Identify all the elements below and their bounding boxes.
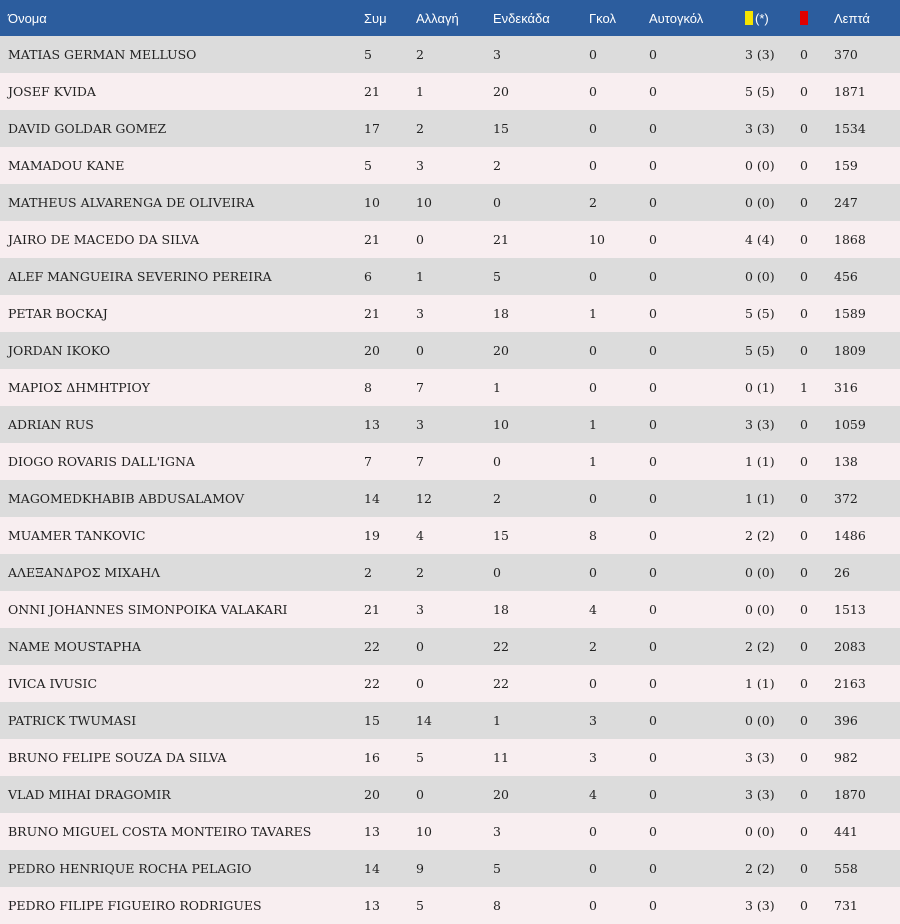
apps-cell: 16 bbox=[364, 750, 380, 765]
starts-cell: 22 bbox=[493, 639, 509, 654]
yellow-cards-cell: 3 (3) bbox=[745, 121, 775, 136]
minutes-cell: 372 bbox=[834, 491, 858, 506]
minutes-cell: 159 bbox=[834, 158, 858, 173]
goals-cell: 1 bbox=[589, 454, 597, 469]
red-cards-cell: 0 bbox=[800, 269, 808, 284]
apps-cell: 15 bbox=[364, 713, 380, 728]
table-row[interactable] bbox=[0, 887, 900, 924]
red-cards-cell: 0 bbox=[800, 639, 808, 654]
starts-cell: 3 bbox=[493, 47, 501, 62]
own-goals-cell: 0 bbox=[649, 232, 657, 247]
minutes-cell: 1868 bbox=[834, 232, 866, 247]
yellow-cards-cell: 1 (1) bbox=[745, 676, 775, 691]
goals-cell: 3 bbox=[589, 713, 597, 728]
own-goals-cell: 0 bbox=[649, 528, 657, 543]
yellow-cards-cell: 0 (0) bbox=[745, 713, 775, 728]
red-cards-cell: 0 bbox=[800, 47, 808, 62]
own-goals-cell: 0 bbox=[649, 898, 657, 913]
player-name: PEDRO HENRIQUE ROCHA PELAGIO bbox=[8, 861, 252, 876]
goals-cell: 10 bbox=[589, 232, 605, 247]
minutes-cell: 441 bbox=[834, 824, 858, 839]
table-row[interactable] bbox=[0, 295, 900, 332]
starts-cell: 0 bbox=[493, 454, 501, 469]
own-goals-cell: 0 bbox=[649, 750, 657, 765]
yellow-cards-cell: 5 (5) bbox=[745, 84, 775, 99]
goals-cell: 0 bbox=[589, 565, 597, 580]
goals-cell: 0 bbox=[589, 491, 597, 506]
goals-cell: 0 bbox=[589, 121, 597, 136]
goals-cell: 2 bbox=[589, 639, 597, 654]
yellow-cards-cell: 3 (3) bbox=[745, 750, 775, 765]
table-row[interactable] bbox=[0, 221, 900, 258]
starts-cell: 22 bbox=[493, 676, 509, 691]
own-goals-cell: 0 bbox=[649, 47, 657, 62]
yellow-cards-cell: 2 (2) bbox=[745, 639, 775, 654]
red-cards-cell: 1 bbox=[800, 380, 808, 395]
player-name: MAMADOU KANE bbox=[8, 158, 125, 173]
yellow-cards-cell: 2 (2) bbox=[745, 528, 775, 543]
own-goals-cell: 0 bbox=[649, 417, 657, 432]
yellow-cards-cell: 4 (4) bbox=[745, 232, 775, 247]
subs-cell: 0 bbox=[416, 232, 424, 247]
subs-cell: 9 bbox=[416, 861, 424, 876]
red-cards-cell: 0 bbox=[800, 602, 808, 617]
own-goals-cell: 0 bbox=[649, 158, 657, 173]
red-cards-cell: 0 bbox=[800, 787, 808, 802]
table-row[interactable] bbox=[0, 73, 900, 110]
goals-cell: 1 bbox=[589, 306, 597, 321]
table-row[interactable] bbox=[0, 702, 900, 739]
starts-cell: 0 bbox=[493, 195, 501, 210]
goals-cell: 4 bbox=[589, 787, 597, 802]
subs-cell: 3 bbox=[416, 417, 424, 432]
player-name: ONNI JOHANNES SIMONPOIKA VALAKARI bbox=[8, 602, 288, 617]
goals-cell: 0 bbox=[589, 158, 597, 173]
table-row[interactable] bbox=[0, 369, 900, 406]
table-row[interactable] bbox=[0, 591, 900, 628]
starts-cell: 5 bbox=[493, 269, 501, 284]
minutes-cell: 1534 bbox=[834, 121, 866, 136]
subs-cell: 4 bbox=[416, 528, 424, 543]
starts-cell: 1 bbox=[493, 380, 501, 395]
yellow-cards-cell: 5 (5) bbox=[745, 306, 775, 321]
goals-cell: 0 bbox=[589, 861, 597, 876]
apps-cell: 2 bbox=[364, 565, 372, 580]
col-header-yellow[interactable]: (*) bbox=[745, 0, 800, 36]
own-goals-cell: 0 bbox=[649, 713, 657, 728]
red-cards-cell: 0 bbox=[800, 232, 808, 247]
minutes-cell: 1513 bbox=[834, 602, 866, 617]
red-cards-cell: 0 bbox=[800, 158, 808, 173]
table-row[interactable] bbox=[0, 480, 900, 517]
apps-cell: 13 bbox=[364, 417, 380, 432]
red-cards-cell: 0 bbox=[800, 750, 808, 765]
subs-cell: 5 bbox=[416, 898, 424, 913]
red-cards-cell: 0 bbox=[800, 84, 808, 99]
minutes-cell: 1059 bbox=[834, 417, 866, 432]
yellow-cards-cell: 0 (0) bbox=[745, 824, 775, 839]
own-goals-cell: 0 bbox=[649, 269, 657, 284]
minutes-cell: 26 bbox=[834, 565, 850, 580]
subs-cell: 2 bbox=[416, 47, 424, 62]
yellow-cards-cell: 2 (2) bbox=[745, 861, 775, 876]
col-header-name[interactable]: Όνομα bbox=[8, 10, 47, 26]
yellow-cards-cell: 0 (0) bbox=[745, 565, 775, 580]
own-goals-cell: 0 bbox=[649, 787, 657, 802]
table-row[interactable] bbox=[0, 813, 900, 850]
subs-cell: 7 bbox=[416, 380, 424, 395]
own-goals-cell: 0 bbox=[649, 121, 657, 136]
minutes-cell: 1871 bbox=[834, 84, 866, 99]
subs-cell: 3 bbox=[416, 306, 424, 321]
apps-cell: 8 bbox=[364, 380, 372, 395]
own-goals-cell: 0 bbox=[649, 380, 657, 395]
apps-cell: 13 bbox=[364, 898, 380, 913]
yellow-cards-cell: 0 (1) bbox=[745, 380, 775, 395]
col-header-red[interactable] bbox=[800, 0, 834, 36]
col-header-own-goals[interactable]: Αυτογκόλ bbox=[649, 10, 704, 26]
minutes-cell: 456 bbox=[834, 269, 858, 284]
own-goals-cell: 0 bbox=[649, 454, 657, 469]
starts-cell: 0 bbox=[493, 565, 501, 580]
col-header-subs[interactable]: Αλλαγή bbox=[416, 10, 459, 26]
minutes-cell: 247 bbox=[834, 195, 858, 210]
goals-cell: 0 bbox=[589, 824, 597, 839]
player-name: PATRICK TWUMASI bbox=[8, 713, 137, 728]
own-goals-cell: 0 bbox=[649, 602, 657, 617]
apps-cell: 13 bbox=[364, 824, 380, 839]
player-name: JAIRO DE MACEDO DA SILVA bbox=[8, 232, 200, 247]
apps-cell: 22 bbox=[364, 676, 380, 691]
minutes-cell: 2163 bbox=[834, 676, 866, 691]
player-name: MAGOMEDKHABIB ABDUSALAMOV bbox=[8, 491, 245, 506]
starts-cell: 15 bbox=[493, 121, 509, 136]
table-row[interactable] bbox=[0, 258, 900, 295]
minutes-cell: 370 bbox=[834, 47, 858, 62]
own-goals-cell: 0 bbox=[649, 84, 657, 99]
red-cards-cell: 0 bbox=[800, 713, 808, 728]
yellow-cards-cell: 3 (3) bbox=[745, 787, 775, 802]
table-row[interactable] bbox=[0, 776, 900, 813]
goals-cell: 0 bbox=[589, 343, 597, 358]
subs-cell: 14 bbox=[416, 713, 432, 728]
yellow-cards-cell: 3 (3) bbox=[745, 417, 775, 432]
minutes-cell: 2083 bbox=[834, 639, 866, 654]
minutes-cell: 558 bbox=[834, 861, 858, 876]
own-goals-cell: 0 bbox=[649, 565, 657, 580]
player-name: PETAR BOCKAJ bbox=[8, 306, 108, 321]
player-name: MATHEUS ALVARENGA DE OLIVEIRA bbox=[8, 195, 255, 210]
player-name: MATIAS GERMAN MELLUSO bbox=[8, 47, 197, 62]
player-name: ΜΑΡΙΟΣ ΔΗΜΗΤΡΙΟΥ bbox=[8, 380, 151, 395]
table-row[interactable] bbox=[0, 406, 900, 443]
red-cards-cell: 0 bbox=[800, 195, 808, 210]
col-header-minutes[interactable]: Λεπτά bbox=[834, 10, 870, 26]
apps-cell: 22 bbox=[364, 639, 380, 654]
yellow-cards-cell: 0 (0) bbox=[745, 269, 775, 284]
table-header-row bbox=[0, 0, 900, 36]
table-row[interactable] bbox=[0, 739, 900, 776]
goals-cell: 0 bbox=[589, 47, 597, 62]
apps-cell: 10 bbox=[364, 195, 380, 210]
red-cards-cell: 0 bbox=[800, 528, 808, 543]
apps-cell: 17 bbox=[364, 121, 380, 136]
player-name: BRUNO FELIPE SOUZA DA SILVA bbox=[8, 750, 227, 765]
apps-cell: 19 bbox=[364, 528, 380, 543]
yellow-cards-cell: 5 (5) bbox=[745, 343, 775, 358]
red-card-icon bbox=[800, 11, 808, 25]
subs-cell: 0 bbox=[416, 787, 424, 802]
subs-cell: 10 bbox=[416, 824, 432, 839]
own-goals-cell: 0 bbox=[649, 195, 657, 210]
player-name: BRUNO MIGUEL COSTA MONTEIRO TAVARES bbox=[8, 824, 312, 839]
starts-cell: 5 bbox=[493, 861, 501, 876]
own-goals-cell: 0 bbox=[649, 676, 657, 691]
table-row[interactable] bbox=[0, 332, 900, 369]
player-name: PEDRO FILIPE FIGUEIRO RODRIGUES bbox=[8, 898, 262, 913]
apps-cell: 21 bbox=[364, 306, 380, 321]
starts-cell: 15 bbox=[493, 528, 509, 543]
red-cards-cell: 0 bbox=[800, 565, 808, 580]
goals-cell: 1 bbox=[589, 417, 597, 432]
apps-cell: 5 bbox=[364, 158, 372, 173]
subs-cell: 5 bbox=[416, 750, 424, 765]
player-name: IVICA IVUSIC bbox=[8, 676, 98, 691]
red-cards-cell: 0 bbox=[800, 343, 808, 358]
subs-cell: 1 bbox=[416, 84, 424, 99]
red-cards-cell: 0 bbox=[800, 861, 808, 876]
player-name: MUAMER TANKOVIC bbox=[8, 528, 146, 543]
yellow-cards-cell: 0 (0) bbox=[745, 195, 775, 210]
apps-cell: 21 bbox=[364, 232, 380, 247]
yellow-cards-cell: 0 (0) bbox=[745, 602, 775, 617]
minutes-cell: 1809 bbox=[834, 343, 866, 358]
apps-cell: 5 bbox=[364, 47, 372, 62]
apps-cell: 6 bbox=[364, 269, 372, 284]
apps-cell: 20 bbox=[364, 343, 380, 358]
starts-cell: 10 bbox=[493, 417, 509, 432]
yellow-cards-cell: 1 (1) bbox=[745, 491, 775, 506]
yellow-card-icon bbox=[745, 11, 753, 25]
starts-cell: 21 bbox=[493, 232, 509, 247]
minutes-cell: 396 bbox=[834, 713, 858, 728]
col-header-goals[interactable]: Γκολ bbox=[589, 10, 616, 26]
own-goals-cell: 0 bbox=[649, 306, 657, 321]
player-name: JOSEF KVIDA bbox=[8, 84, 96, 99]
own-goals-cell: 0 bbox=[649, 343, 657, 358]
yellow-cards-cell: 3 (3) bbox=[745, 47, 775, 62]
starts-cell: 2 bbox=[493, 158, 501, 173]
own-goals-cell: 0 bbox=[649, 639, 657, 654]
subs-cell: 1 bbox=[416, 269, 424, 284]
minutes-cell: 1486 bbox=[834, 528, 866, 543]
player-name: ΑΛΕΞΑΝΔΡΟΣ ΜΙΧΑΗΛ bbox=[8, 565, 161, 580]
table-row[interactable] bbox=[0, 850, 900, 887]
table-row[interactable] bbox=[0, 110, 900, 147]
goals-cell: 0 bbox=[589, 676, 597, 691]
player-name: DAVID GOLDAR GOMEZ bbox=[8, 121, 167, 136]
apps-cell: 14 bbox=[364, 861, 380, 876]
subs-cell: 3 bbox=[416, 158, 424, 173]
own-goals-cell: 0 bbox=[649, 491, 657, 506]
player-name: DIOGO ROVARIS DALL'IGNA bbox=[8, 454, 195, 469]
red-cards-cell: 0 bbox=[800, 121, 808, 136]
goals-cell: 0 bbox=[589, 380, 597, 395]
table-row[interactable] bbox=[0, 554, 900, 591]
subs-cell: 10 bbox=[416, 195, 432, 210]
red-cards-cell: 0 bbox=[800, 417, 808, 432]
starts-cell: 20 bbox=[493, 84, 509, 99]
red-cards-cell: 0 bbox=[800, 454, 808, 469]
player-name: VLAD MIHAI DRAGOMIR bbox=[8, 787, 171, 802]
apps-cell: 21 bbox=[364, 84, 380, 99]
red-cards-cell: 0 bbox=[800, 824, 808, 839]
red-cards-cell: 0 bbox=[800, 898, 808, 913]
subs-cell: 0 bbox=[416, 676, 424, 691]
starts-cell: 3 bbox=[493, 824, 501, 839]
subs-cell: 2 bbox=[416, 121, 424, 136]
subs-cell: 2 bbox=[416, 565, 424, 580]
subs-cell: 0 bbox=[416, 639, 424, 654]
starts-cell: 18 bbox=[493, 602, 509, 617]
player-name: ALEF MANGUEIRA SEVERINO PEREIRA bbox=[8, 269, 272, 284]
yellow-cards-cell: 3 (3) bbox=[745, 898, 775, 913]
goals-cell: 0 bbox=[589, 269, 597, 284]
table-row[interactable] bbox=[0, 665, 900, 702]
minutes-cell: 1870 bbox=[834, 787, 866, 802]
red-cards-cell: 0 bbox=[800, 676, 808, 691]
table-row[interactable] bbox=[0, 147, 900, 184]
player-name: NAME MOUSTAPHA bbox=[8, 639, 142, 654]
starts-cell: 20 bbox=[493, 343, 509, 358]
apps-cell: 7 bbox=[364, 454, 372, 469]
table-row[interactable] bbox=[0, 443, 900, 480]
goals-cell: 8 bbox=[589, 528, 597, 543]
red-cards-cell: 0 bbox=[800, 306, 808, 321]
minutes-cell: 316 bbox=[834, 380, 858, 395]
subs-cell: 0 bbox=[416, 343, 424, 358]
starts-cell: 20 bbox=[493, 787, 509, 802]
subs-cell: 7 bbox=[416, 454, 424, 469]
goals-cell: 2 bbox=[589, 195, 597, 210]
player-name: ADRIAN RUS bbox=[8, 417, 94, 432]
apps-cell: 21 bbox=[364, 602, 380, 617]
apps-cell: 20 bbox=[364, 787, 380, 802]
col-header-starts[interactable]: Ενδεκάδα bbox=[493, 10, 550, 26]
starts-cell: 8 bbox=[493, 898, 501, 913]
table-row[interactable] bbox=[0, 628, 900, 665]
red-cards-cell: 0 bbox=[800, 491, 808, 506]
own-goals-cell: 0 bbox=[649, 861, 657, 876]
yellow-cards-cell: 1 (1) bbox=[745, 454, 775, 469]
minutes-cell: 1589 bbox=[834, 306, 866, 321]
minutes-cell: 138 bbox=[834, 454, 858, 469]
player-name: JORDAN IKOKO bbox=[8, 343, 111, 358]
starts-cell: 2 bbox=[493, 491, 501, 506]
goals-cell: 0 bbox=[589, 84, 597, 99]
goals-cell: 4 bbox=[589, 602, 597, 617]
own-goals-cell: 0 bbox=[649, 824, 657, 839]
minutes-cell: 982 bbox=[834, 750, 858, 765]
subs-cell: 3 bbox=[416, 602, 424, 617]
yellow-cards-cell: 0 (0) bbox=[745, 158, 775, 173]
subs-cell: 12 bbox=[416, 491, 432, 506]
goals-cell: 0 bbox=[589, 898, 597, 913]
table-row[interactable] bbox=[0, 36, 900, 73]
col-header-apps[interactable]: Συμ bbox=[364, 10, 387, 26]
goals-cell: 3 bbox=[589, 750, 597, 765]
table-row[interactable] bbox=[0, 517, 900, 554]
starts-cell: 11 bbox=[493, 750, 509, 765]
apps-cell: 14 bbox=[364, 491, 380, 506]
starts-cell: 1 bbox=[493, 713, 501, 728]
minutes-cell: 731 bbox=[834, 898, 858, 913]
starts-cell: 18 bbox=[493, 306, 509, 321]
table-row[interactable] bbox=[0, 184, 900, 221]
